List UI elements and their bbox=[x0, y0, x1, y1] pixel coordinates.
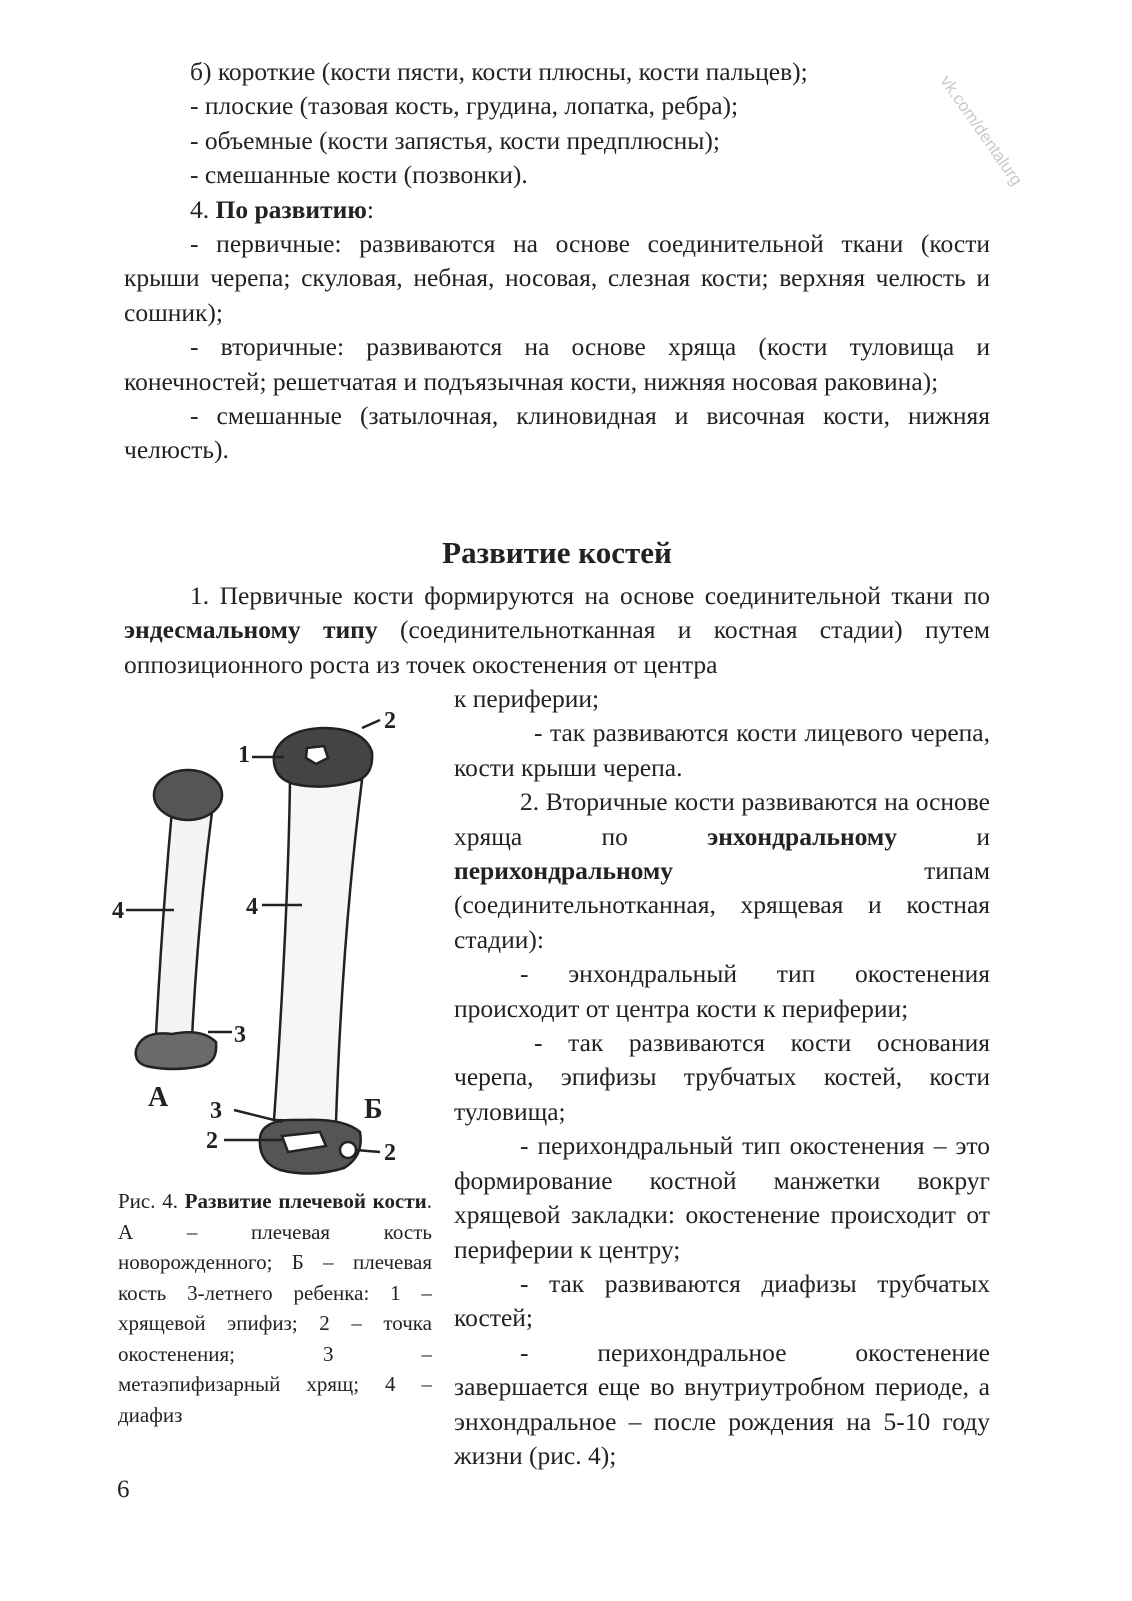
bulky-bones-line: - объемные (кости запястья, кости предплюсны); bbox=[190, 125, 720, 155]
label-b: Б bbox=[364, 1094, 383, 1125]
p1-end: (соединительнотканная и костная стадии) путем оппозиционного роста из точек окостенения от центра bbox=[124, 615, 990, 679]
section-intro bbox=[124, 579, 990, 682]
perichondral-term: перихондральному bbox=[454, 856, 674, 886]
page-number: 6 bbox=[117, 1476, 130, 1503]
development-heading-line bbox=[124, 193, 990, 227]
enchondral-term: энхондральному bbox=[707, 821, 898, 851]
right-column-text bbox=[454, 682, 990, 1473]
enchondral-note: - так развиваются кости основания черепа, эпифизы трубчатых костей, кости туловища; bbox=[454, 1028, 990, 1126]
label-2-left: 2 bbox=[206, 1128, 218, 1154]
label-3-b: 3 bbox=[210, 1098, 222, 1124]
p2-start: 2. Вторичные кости развиваются на основе хряща по bbox=[454, 787, 990, 851]
development-number: 4. bbox=[190, 194, 216, 224]
label-1: 1 bbox=[238, 742, 250, 768]
completion-paragraph: - перихондральное окостенение завершается еще во внутриутробном периоде, а энхондральное – после рождения на 5-10 году жизни (рис. 4); bbox=[454, 1337, 990, 1470]
caption-text: . А – плечевая кость новорожденного; Б – плечевая кость 3-летнего ребенка: 1 – хрящевой эпифиз; 2 – точка окостенения; 3 – метаэпифизарный хрящ; 4 – диафиз bbox=[118, 1189, 432, 1427]
p1-start: 1. Первичные кости формируются на основе соединительной ткани по bbox=[190, 581, 990, 610]
primary-development-paragraph bbox=[124, 579, 990, 682]
endesmal-type: эндесмальному типу bbox=[124, 615, 378, 645]
section-title: Развитие костей bbox=[442, 535, 672, 570]
facial-skull-note: - так развиваются кости лицевого черепа, кости крыши черепа. bbox=[454, 718, 990, 782]
mixed-development-paragraph: - смешанные (затылочная, клиновидная и височная кости, нижняя челюсть). bbox=[124, 401, 990, 465]
short-bones-line: б) короткие (кости пясти, кости плюсны, кости пальцев); bbox=[190, 57, 808, 86]
label-3-a: 3 bbox=[234, 1022, 246, 1048]
development-heading: По развитию bbox=[215, 194, 367, 224]
p2-end: типам (соединительнотканная, хрящевая и костная стадии): bbox=[454, 856, 990, 954]
perichondral-note: - так развиваются диафизы трубчатых костей; bbox=[454, 1268, 990, 1333]
perichondral-paragraph: - перихондральный тип окостенения – это формирование костной манжетки вокруг хрящевой закладки: окостенение происходит от периферии к центру; bbox=[454, 1131, 990, 1264]
label-4-b: 4 bbox=[246, 894, 258, 920]
humerus-development-figure bbox=[112, 700, 432, 1190]
label-a: А bbox=[148, 1082, 169, 1113]
figure-caption bbox=[118, 1186, 432, 1430]
label-2-right: 2 bbox=[384, 1140, 396, 1166]
secondary-bones-paragraph: - вторичные: развиваются на основе хряща (кости туловища и конечностей; решетчатая и подъязычная кости, нижняя носовая раковина); bbox=[124, 332, 990, 396]
p1-continuation: к периферии; bbox=[454, 684, 600, 713]
caption-prefix: Рис. 4. bbox=[118, 1189, 185, 1213]
secondary-development-paragraph bbox=[454, 785, 990, 957]
caption-title: Развитие плечевой кости bbox=[184, 1189, 427, 1213]
enchondral-paragraph: - энхондральный тип окостенения происходит от центра кости к периферии; bbox=[454, 959, 990, 1023]
watermark: vk.com/dentalurg bbox=[936, 72, 1027, 189]
flat-bones-line: - плоские (тазовая кость, грудина, лопатка, ребра); bbox=[190, 91, 739, 121]
p2-mid: и bbox=[897, 821, 990, 851]
development-colon: : bbox=[366, 194, 374, 224]
mixed-bones-line: - смешанные кости (позвонки). bbox=[190, 160, 528, 190]
label-4-a: 4 bbox=[112, 898, 124, 924]
label-2-top: 2 bbox=[384, 708, 396, 734]
bone-classification-text bbox=[124, 55, 990, 468]
primary-bones-paragraph: - первичные: развиваются на основе соединительной ткани (кости крыши черепа; скуловая, небная, носовая, слезная кости; верхняя челюсть и сошник); bbox=[124, 229, 990, 327]
